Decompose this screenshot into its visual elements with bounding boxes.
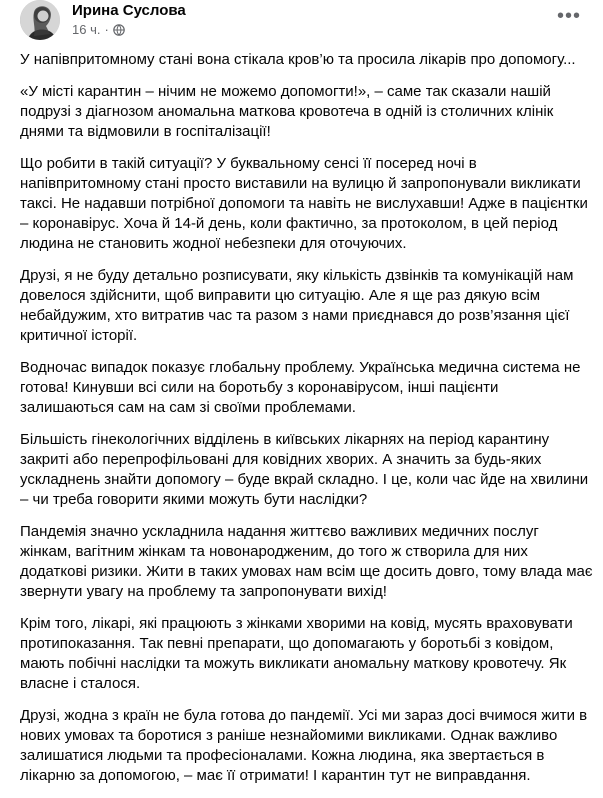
post-paragraph: «У місті карантин – нічим не можемо допомогти!», – саме так сказали нашій подрузі з діагнозом аномальна маткова кровотеча в одній із столичних клінік днями та відмовили в госпіталізації! (20, 83, 554, 140)
post-paragraph: Крім того, лікарі, які працюють з жінками хворими на ковід, мусять враховувати протипоказання. Так певні препарати, що допомагають у боротьбі з ковідом, мають побічні наслідки та можуть викликати аномальну маткову кровотечу. Як власне і сталося. (20, 615, 573, 692)
post-header (20, 0, 591, 44)
meta-separator: · (104, 22, 109, 37)
more-options-button[interactable] (551, 2, 587, 38)
post-meta (72, 22, 125, 37)
post-paragraph: Пандемія значно ускладнила надання життєво важливих медичних послуг жінкам, вагітним жінкам та новонародженим, до того ж створила для них додаткові ризики. Жити в таких умовах нам всім ще досить довго, тому влада має звернути увагу на проблему та запропонувати вихід! (20, 523, 593, 600)
post-paragraph: Друзі, жодна з країн не була готова до пандемії. Усі ми зараз досі вчимося жити в нових умовах та боротися з раніше незнайомими викликами. Однак важливо залишатися людьми та професіоналами. Кожна людина, яка звертається в лікарню за допомогою, – має її отримати! І карантин тут не виправдання. (20, 707, 588, 784)
globe-icon[interactable] (113, 24, 125, 36)
avatar[interactable] (20, 0, 60, 40)
post-paragraph: Більшість гінекологічних відділень в київських лікарнях на період карантину закриті або перепрофільовані для ковідних хворих. А значить за будь-яких ускладнень знайти допомогу – буде вкрай складно. І це, коли час йде на хвилини – чи треба говорити якими можуть бути наслідки? (20, 431, 589, 508)
post-paragraph: Водночас випадок показує глобальну проблему. Українська медична система не готова! Кинувши всі сили на боротьбу з коронавірусом, інші пацієнти залишаються сам на сам зі своїми проблемами. (20, 359, 581, 416)
profile-photo (20, 0, 60, 40)
post-paragraph: У напівпритомному стані вона стікала кров’ю та просила лікарів про допомогу... (20, 51, 576, 68)
author-name[interactable]: Ирина Суслова (72, 2, 186, 19)
post-paragraph: Друзі, я не буду детально розписувати, яку кількість дзвінків та комунікацій нам довелося здійснити, щоб виправити цю ситуацію. Але я ще раз дякую всім небайдужим, хто витратив час та разом з нами приєднався до розв’язання цієї критичної історії. (20, 267, 574, 344)
more-horizontal-icon: ••• (556, 5, 581, 27)
post-paragraph: Що робити в такій ситуації? У буквальному сенсі її посеред ночі в напівпритомному стані просто виставили на вулицю й запропонували викликати таксі. Не надавши потрібної допомоги та навіть не вислухавши! Адже в пацієнтки – коронавірус. Хоча й 14-й день, коли фактично, за протоколом, в цей період людина не становить жодної небезпеки для оточуючих. (20, 155, 588, 252)
post-text (20, 50, 593, 798)
post-timestamp[interactable]: 16 ч. (72, 22, 101, 37)
